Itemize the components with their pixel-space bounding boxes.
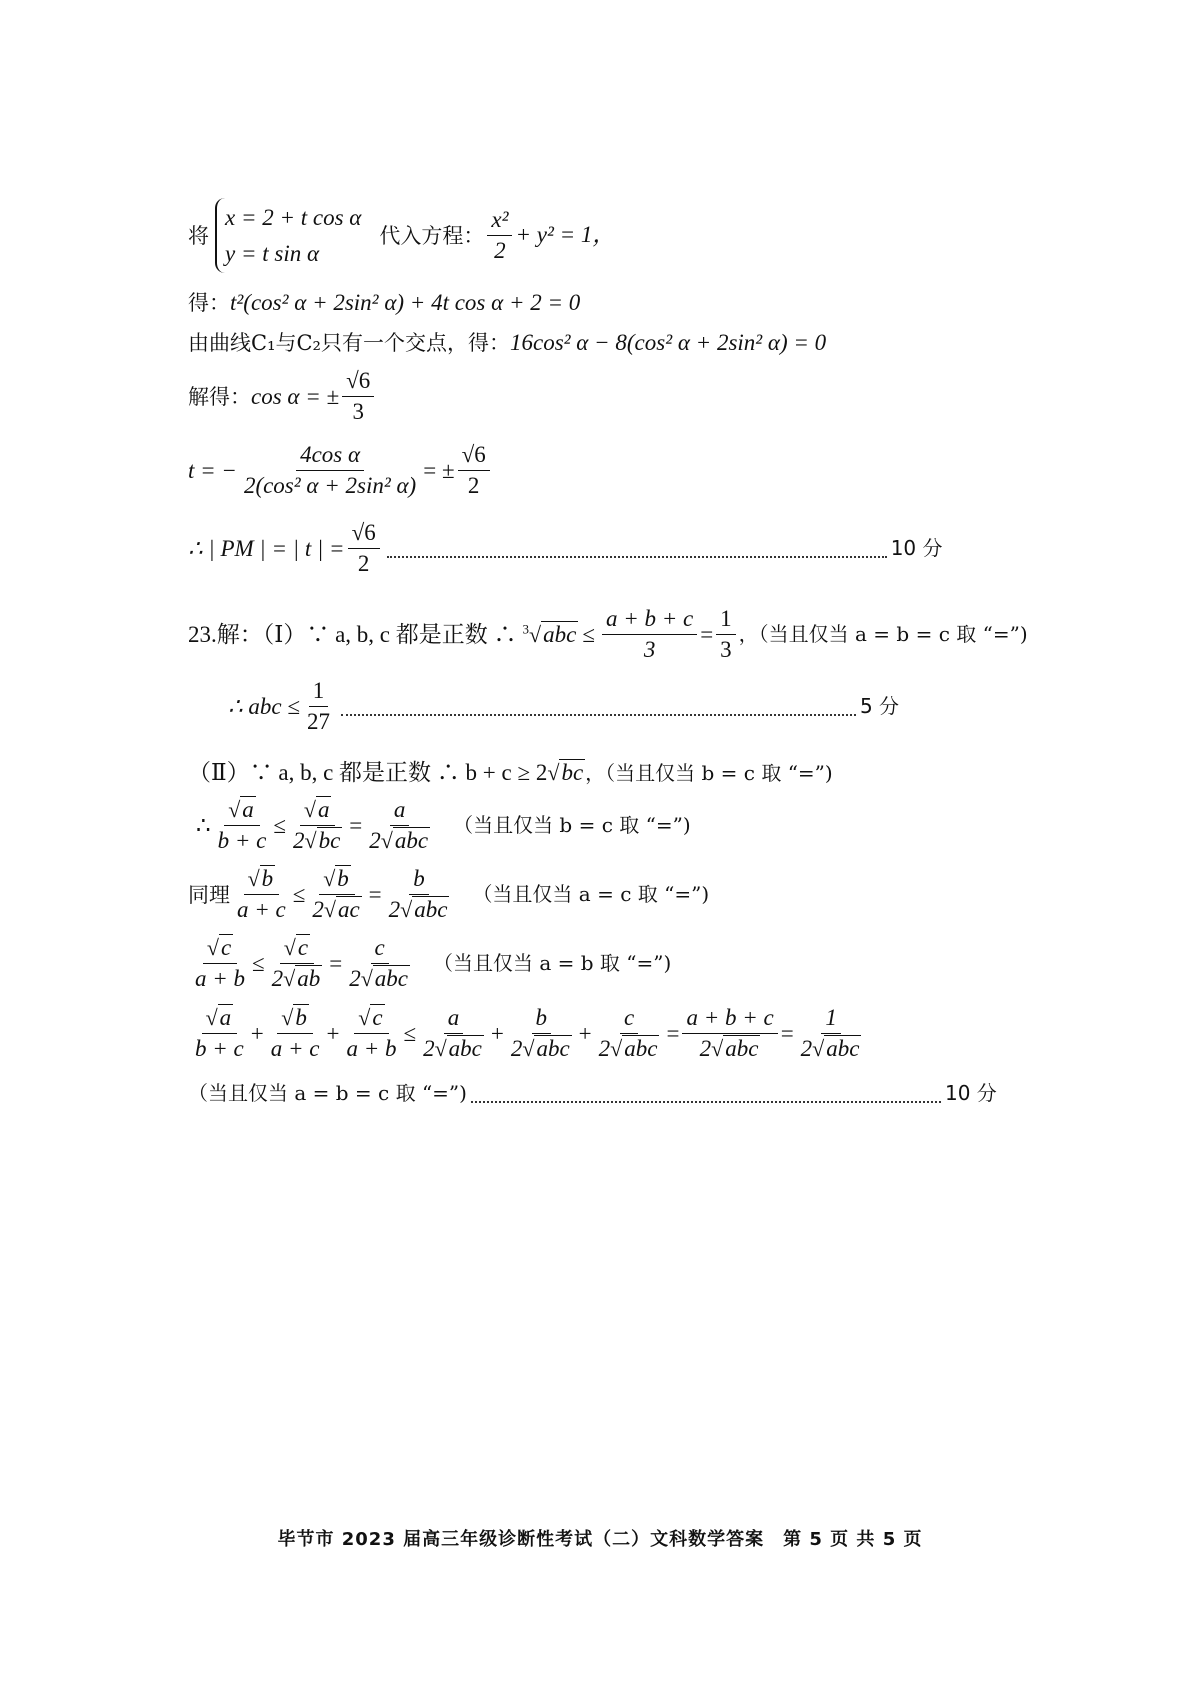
s1-f2-den: bc [318,828,341,854]
score-label: 5 分 [859,694,900,719]
sum-r3-num: c [620,1005,638,1034]
t-fraction [240,442,420,500]
sum-fraction-b: $\frac{√b}{a + c}$ [267,1005,324,1063]
condition-text: （当且仅当 b = c 取 “=”) [453,813,691,838]
sum-b-num: b [295,1005,307,1030]
step1-line: ∴ $\frac{√a}{b + c}$ ≤ $\frac{√a}{2√bc}$ = $\frac{a}{\text{2√abc}}$ （当且仅当 b = c 取 “=”) [196,797,691,854]
obtain-equation: t²(cos² α + 2sin² α) + 4t cos α + 2 = 0 [230,290,581,315]
final-condition-line [188,1082,997,1105]
similarly-label: 同理 [188,882,230,907]
sum-a-num: a [219,1005,232,1030]
sum-rad-5: abc [826,1036,860,1062]
s3-f3-num: c [371,935,389,964]
substitution-prefix: 将 [188,223,209,248]
pm-fraction [348,520,380,578]
s2-f2-den: ac [337,897,360,923]
score-label: 10 分 [890,536,943,561]
pm-line [188,520,943,578]
third-num: 1 [716,606,736,635]
s2-f2-num: b [337,866,349,891]
condition-text: （当且仅当 a = c 取 “=”) [472,882,710,907]
s1-f3-num: a [390,797,410,826]
third-den: 3 [720,637,732,663]
abc-fraction [303,678,334,736]
step3-line: $\frac{√c}{a + b}$ ≤ $\frac{√c}{2√ab}$ = $\frac{c}{\text{2√abc}}$ （当且仅当 a = b 取 “=”) [188,935,671,993]
sum-a-den: b + c [195,1036,244,1062]
solve-line [188,368,377,426]
s3-f1-den: a + b [195,966,246,992]
sum-r4-num: a + b + c [682,1005,777,1034]
pm-lhs: ∴ | PM | = | t | = [188,535,345,561]
abc-den: 27 [306,709,330,735]
sum-rad-2: abc [536,1036,570,1062]
sum-r1-num: a [444,1005,464,1034]
leader-dots [387,556,887,558]
curve-text: 由曲线C₁与C₂只有一个交点，得： [188,331,510,356]
solve-label: 解得： [188,384,251,409]
s3-f3-den: abc [374,966,409,992]
curve-intersection-line [188,330,826,356]
part2-radicand: bc [561,760,584,785]
t-result-den: 2 [467,473,480,499]
sum-fraction-c: $\frac{√c}{a + b}$ [342,1005,400,1063]
sum-fraction-a: $\frac{√a}{b + c}$ [191,1005,248,1063]
s2-f1-num: b [261,866,274,891]
amgm-fraction [602,606,697,664]
sum-c-den: a + b [346,1036,397,1062]
abc-num: 1 [309,678,329,707]
s1-fraction3: $\frac{a}{\text{2√abc}}$ [369,797,429,854]
s3-fraction1: $\frac{√c}{a + b}$ [191,935,249,993]
s1-f1-num: a [242,797,254,822]
s1-f1-den: b + c [217,828,267,854]
abc-bound-line [228,678,899,736]
ellipse-x-den: 2 [494,238,506,264]
s2-fraction1: $\frac{√b}{a + c}$ [233,866,290,924]
step2-line: 同理 $\frac{√b}{a + c}$ ≤ $\frac{√b}{2√ac}$ = $\frac{b}{\text{2√abc}}$ （当且仅当 a = c 取 “=”) [188,866,710,923]
obtain-line [188,290,580,316]
curve-equation: 16cos² α − 8(cos² α + 2sin² α) = 0 [509,330,827,355]
s2-f3-den: abc [414,897,448,923]
therefore-symbol: ∴ [196,812,211,838]
solve-fraction [342,368,374,426]
s3-f2-den: ab [297,966,321,992]
sum-result-total: $\frac{a + b + c}{\text{2√abc}}$ [682,1005,777,1063]
pm-den: 2 [357,551,370,577]
s2-f3-num: b [409,866,429,895]
amgm-den: 3 [643,637,656,663]
solve-den: 3 [352,399,364,425]
obtain-label: 得： [188,291,230,316]
sum-r2-num: b [532,1005,552,1034]
condition-text: ，（当且仅当 b = c 取 “=”) [585,760,833,785]
s3-fraction3: $\frac{c}{\text{2√abc}}$ [349,935,409,992]
s3-f2-num: c [297,935,309,960]
parametric-system [215,198,361,273]
substitution-label: 代入方程： [379,223,485,248]
t-result-fraction [458,442,490,500]
leader-dots [471,1101,941,1103]
ellipse-x-num: x² [487,207,512,236]
sum-result-c: $\frac{c}{\text{2√abc}}$ [598,1005,658,1062]
third-fraction [716,606,736,664]
page-footer: 毕节市 2023 届高三年级诊断性考试（二）文科数学答案 第 5 页 共 5 页 [277,1529,923,1550]
t-value-line [188,442,493,500]
part2-line: （Ⅱ）∵ a, b, c 都是正数 ∴ b + c ≥ 2 √bc ，（当且仅当 b = c 取 “=”) [188,760,833,785]
t-den: 2(cos² α + 2sin² α) [243,473,417,499]
s3-f1-num: c [220,935,232,960]
score-label: 10 分 [944,1081,997,1105]
s2-fraction2: $\frac{√b}{2√ac}$ [312,866,360,923]
sum-b-den: a + c [270,1036,320,1062]
p23-header-line [188,606,1028,664]
condition-text: ，（当且仅当 a = b = c 取 “=”) [738,622,1028,647]
sum-result-final: $\frac{1}{\text{2√abc}}$ [800,1005,860,1062]
t-lhs: t = − [188,457,237,483]
p23-header: 23.解：（Ⅰ）∵ a, b, c 都是正数 ∴ [188,621,517,647]
s1-f2-num: a [317,797,330,822]
equals-sign: = [700,621,714,647]
ineq-sign: ≤ [582,621,595,647]
sum-c-num: c [372,1005,383,1030]
condition-text: （当且仅当 a = b = c 取 “=”) [188,1081,467,1105]
cube-root: $^3$√abc [522,621,577,647]
s3-fraction2: $\frac{√c}{2√ab}$ [271,935,321,992]
substitution-line [188,198,615,273]
cube-radicand: abc [543,621,577,647]
param-y-eq: y = t sin α [225,240,320,266]
part2-text: （Ⅱ）∵ a, b, c 都是正数 ∴ b + c ≥ 2 [188,760,548,785]
pm-num: √6 [348,520,380,549]
sum-rad-3: abc [624,1036,658,1062]
sum-r5-num: 1 [821,1005,841,1034]
sum-rad-4: abc [725,1036,759,1062]
s1-f3-den: abc [394,828,429,854]
sum-line: $\frac{√a}{b + c}$ + $\frac{√b}{a + c}$ + $\frac{√c}{a + b}$ ≤ $\frac{a}{\text{2√abc}}$ + $\frac{b}{\text{2√abc}}$ + $\frac{c}{\text{2√abc}}$ = $\frac{a + b + c}{\text{2√abc}}$ = $\frac{1}{\text{2√abc}}$ [188,1005,868,1063]
s2-fraction3: $\frac{b}{\text{2√abc}}$ [388,866,448,923]
abc-lhs: ∴ abc ≤ [228,693,300,719]
ellipse-rest: + y² = 1， [515,222,616,248]
solve-num: √6 [342,368,374,397]
condition-text: （当且仅当 a = b 取 “=”) [433,951,672,976]
sum-rad-1: abc [448,1036,482,1062]
solve-lhs: cos α = ± [251,383,340,409]
ellipse-x-fraction [487,207,512,265]
t-result-num: √6 [458,442,490,471]
amgm-num: a + b + c [602,606,697,635]
sum-result-a: $\frac{a}{\text{2√abc}}$ [423,1005,482,1062]
leader-dots [341,714,856,716]
cube-index: 3 [522,621,530,637]
s1-fraction2: $\frac{√a}{2√bc}$ [293,797,341,854]
s2-f1-den: a + c [237,897,286,923]
t-equals: = ± [423,457,455,483]
sum-result-b: $\frac{b}{\text{2√abc}}$ [510,1005,570,1062]
s1-fraction1: $\frac{√a}{b + c}$ [214,797,271,855]
param-x-eq: x = 2 + t cos α [225,205,362,230]
t-num: 4cos α [296,442,364,471]
